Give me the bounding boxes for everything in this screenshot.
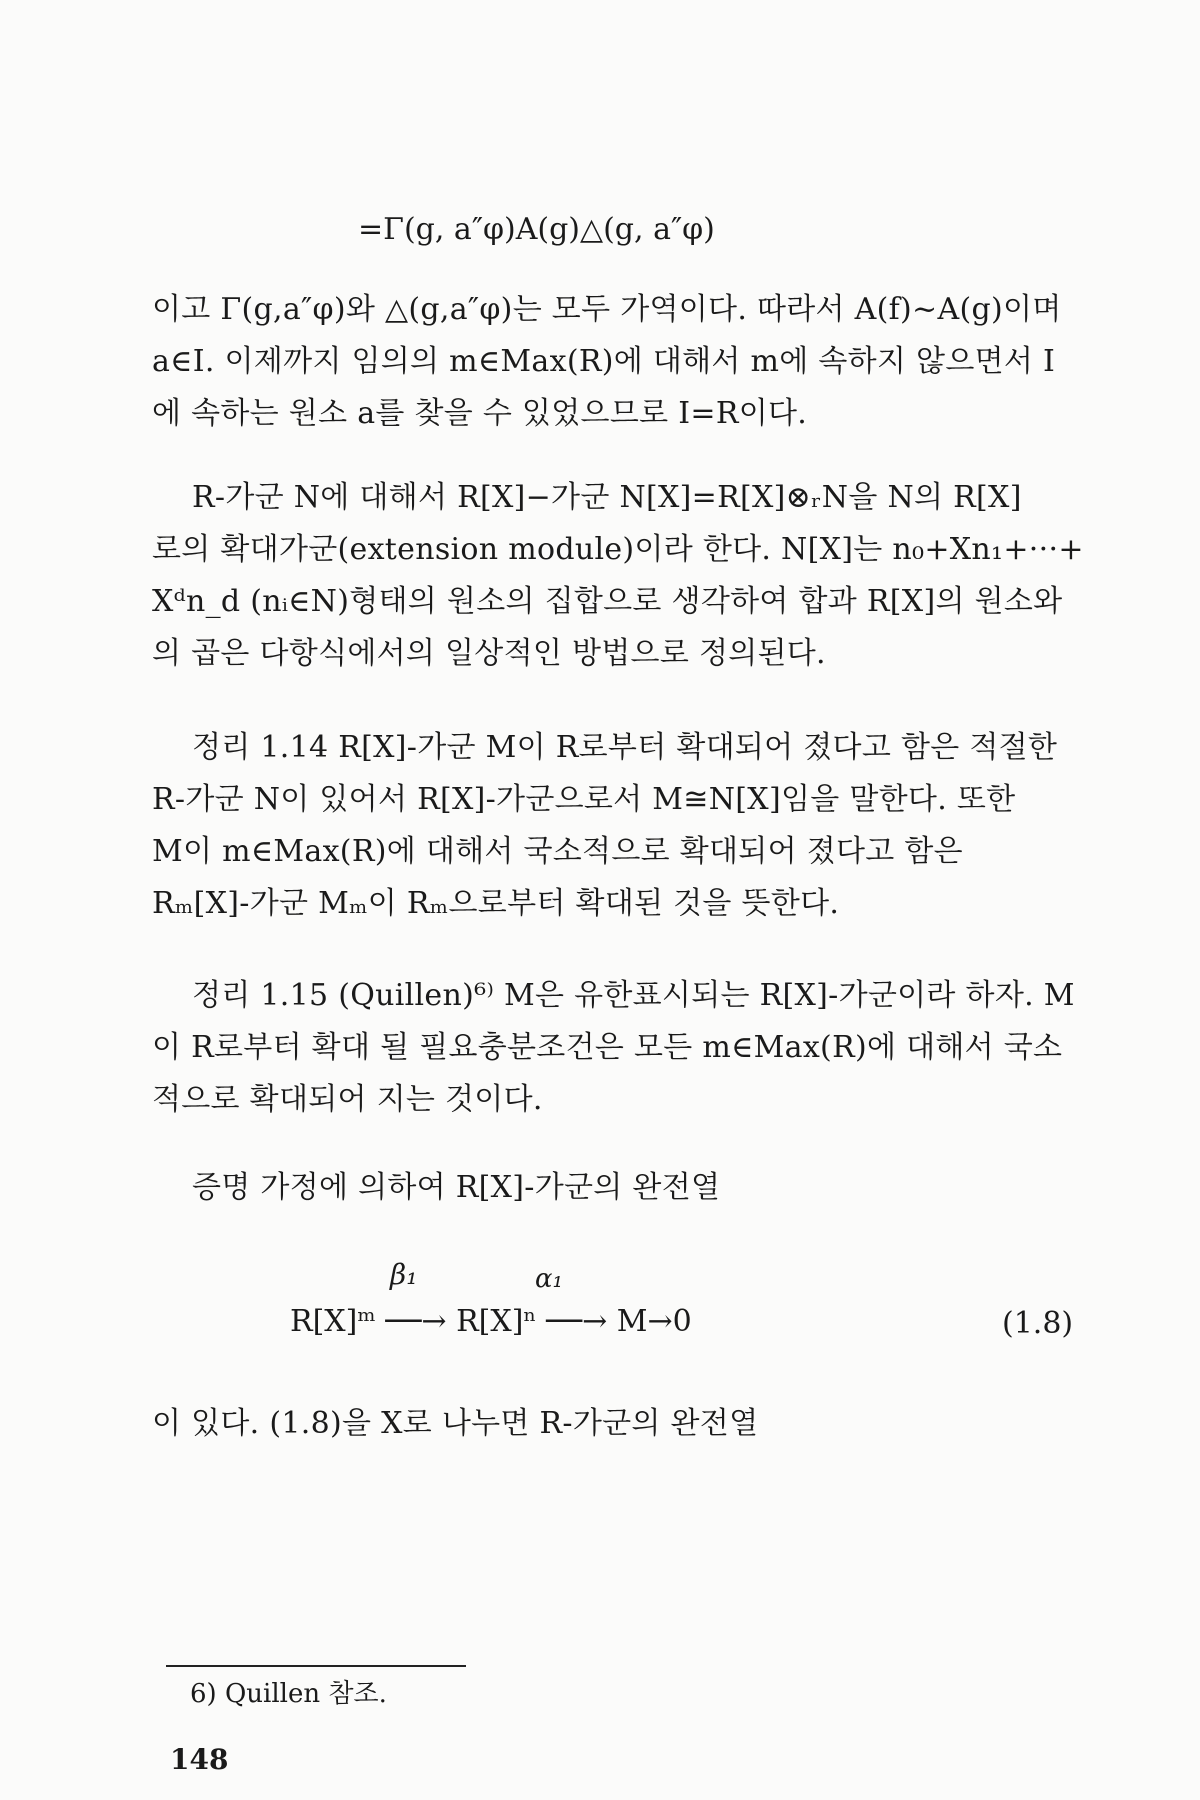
- theorem-114-line3: M이 m∈Max(R)에 대해서 국소적으로 확대되어 졌다고 함은: [152, 834, 963, 869]
- para2-line1: R-가군 N에 대해서 R[X]−가군 N[X]=R[X]⊗ᵣN을 N의 R[X]: [192, 480, 1022, 515]
- equation-label: (1.8): [1002, 1306, 1074, 1341]
- theorem-114-line4: Rₘ[X]-가군 Mₘ이 Rₘ으로부터 확대된 것을 뜻한다.: [152, 886, 840, 921]
- sequence-text: R[X]ᵐ ──→ R[X]ⁿ ──→ M→0: [290, 1304, 692, 1339]
- exact-sequence: [290, 1258, 910, 1358]
- theorem-115-line2: 이 R로부터 확대 될 필요충분조건은 모든 m∈Max(R)에 대해서 국소: [152, 1030, 1063, 1065]
- para2-line2: 로의 확대가군(extension module)이라 한다. N[X]는 n₀+Xn₁+···+: [152, 532, 1084, 567]
- para2-line4: 의 곱은 다항식에서의 일상적인 방법으로 정의된다.: [152, 636, 826, 671]
- theorem-114-line2: R-가군 N이 있어서 R[X]-가군으로서 M≅N[X]임을 말한다. 또한: [152, 782, 1016, 817]
- para2-line3: Xᵈn_d (nᵢ∈N)형태의 원소의 집합으로 생각하여 합과 R[X]의 원소와: [152, 584, 1063, 619]
- proof-intro: 증명 가정에 의하여 R[X]-가군의 완전열: [192, 1170, 721, 1205]
- para1-line2: a∈I. 이제까지 임의의 m∈Max(R)에 대해서 m에 속하지 않으면서 I: [152, 344, 1056, 379]
- theorem-114-line1: 정리 1.14 R[X]-가군 M이 R로부터 확대되어 졌다고 함은 적절한: [192, 730, 1058, 765]
- theorem-115-line1: 정리 1.15 (Quillen)⁶⁾ M은 유한표시되는 R[X]-가군이라 하자. M: [192, 978, 1075, 1013]
- beta-label: β₁: [390, 1258, 418, 1291]
- after-sequence: 이 있다. (1.8)을 X로 나누면 R-가군의 완전열: [152, 1406, 759, 1441]
- footnote-rule: [166, 1665, 466, 1667]
- para1-line3: 에 속하는 원소 a를 찾을 수 있었으므로 I=R이다.: [152, 396, 808, 431]
- page-number: 148: [170, 1743, 229, 1776]
- alpha-label: α₁: [535, 1264, 563, 1294]
- footnote: 6) Quillen 참조.: [190, 1679, 387, 1709]
- top-equation: =Γ(g, a″φ)A(g)△(g, a″φ): [358, 212, 715, 247]
- para1-line1: 이고 Γ(g,a″φ)와 △(g,a″φ)는 모두 가역이다. 따라서 A(f)~A(g)이며: [152, 292, 1062, 327]
- theorem-115-line3: 적으로 확대되어 지는 것이다.: [152, 1082, 543, 1117]
